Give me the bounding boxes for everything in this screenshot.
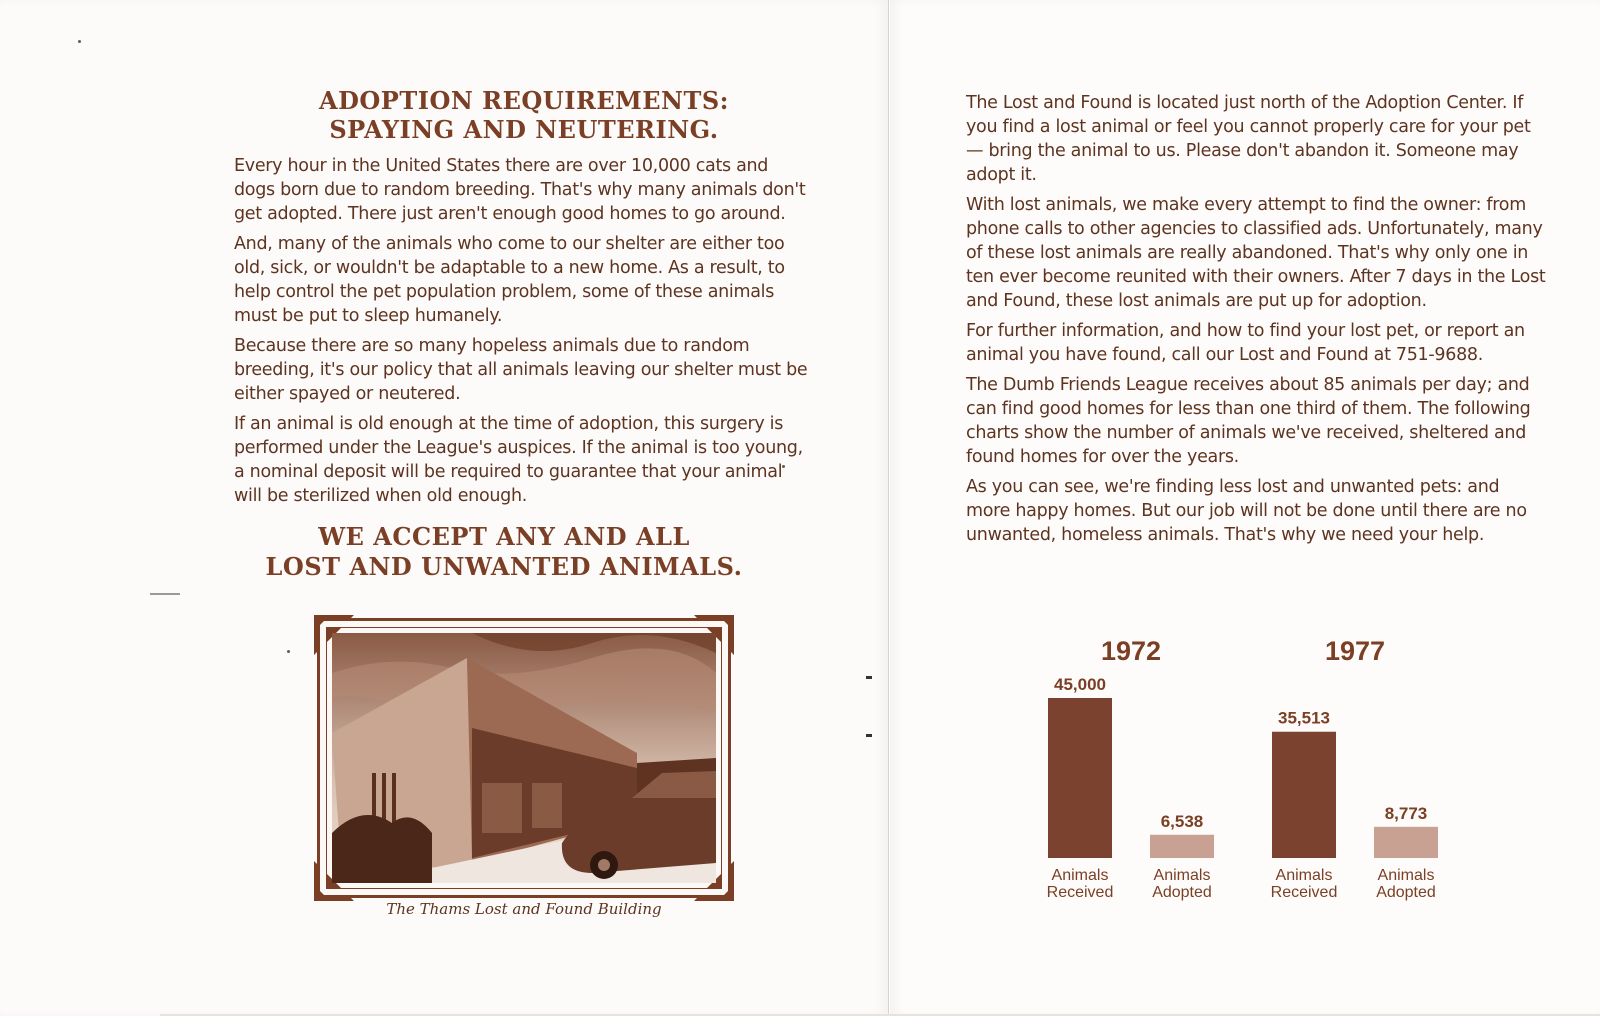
- lost-found-paragraph: The Dumb Friends League receives about 85 animals per day; and can find good homes for less than one third of them. The following charts show the number of animals we've received, sheltered and found homes for over the years.: [966, 375, 1531, 467]
- chart-year-label: 1972: [1100, 640, 1162, 666]
- adoption-body: [234, 154, 814, 508]
- adoption-heading: [234, 86, 814, 144]
- chart-category-label: Animals: [1377, 867, 1435, 884]
- building-photo: [332, 633, 716, 883]
- page-bottom-edge: [160, 1014, 1600, 1016]
- photo-frame: [317, 618, 731, 898]
- accept-heading-line2: LOST AND UNWANTED ANIMALS.: [265, 552, 743, 581]
- chart-category-label: Adopted: [1152, 884, 1212, 901]
- adoption-paragraph: And, many of the animals who come to our shelter are either too old, sick, or wouldn't be adaptable to a new home. As a result, to help control the pet population problem, some of these animals must be put to sleep humanely.: [234, 234, 785, 326]
- chart-category-label: Adopted: [1376, 884, 1436, 901]
- animals-chart-svg: [1040, 640, 1520, 940]
- chart-value-label: 35,513: [1278, 708, 1330, 728]
- adoption-paragraph: Because there are so many hopeless animals due to random breeding, it's our policy that all animals leaving our shelter must be either spayed or neutered.: [234, 336, 808, 404]
- chart-category-label: Received: [1046, 884, 1114, 901]
- chart-category-label: Animals: [1153, 867, 1211, 884]
- right-column: [966, 91, 1546, 553]
- lost-found-paragraph: For further information, and how to find your lost pet, or report an animal you have found, call our Lost and Found at 751-9688.: [966, 321, 1525, 365]
- chart-category-label: Animals: [1275, 867, 1333, 884]
- chart-year-label: 1977: [1324, 640, 1386, 666]
- paper-speck: [150, 593, 180, 595]
- photo-caption: The Thams Lost and Found Building: [386, 900, 662, 918]
- left-column: [234, 86, 814, 582]
- chart-category-label: Received: [1270, 884, 1338, 901]
- chart-bar: [1150, 835, 1214, 858]
- adoption-paragraph: If an animal is old enough at the time of adoption, this surgery is performed under the League's auspices. If the animal is too young, a nominal deposit will be required to guarantee that your animal will be sterilized when old enough.: [234, 414, 803, 506]
- chart-bar: [1272, 732, 1336, 858]
- adoption-heading-line2: SPAYING AND NEUTERING.: [329, 115, 719, 144]
- adoption-heading-line1: ADOPTION REQUIREMENTS:: [318, 86, 730, 115]
- paper-speck: [287, 650, 290, 653]
- chart-value-label: 45,000: [1054, 675, 1106, 694]
- lost-found-paragraph: As you can see, we're finding less lost and unwanted pets: and more happy homes. But our job will not be done until there are no unwanted, homeless animals. That's why we need your help.: [966, 477, 1527, 545]
- accept-animals-heading: [194, 522, 814, 582]
- chart-bar: [1048, 698, 1112, 858]
- chart-value-label: 6,538: [1160, 811, 1204, 831]
- chart-value-label: 8,773: [1384, 803, 1428, 823]
- chart-category-label: Animals: [1051, 867, 1109, 884]
- animals-chart: [1040, 640, 1520, 940]
- accept-heading-line1: WE ACCEPT ANY AND ALL: [318, 522, 690, 551]
- lost-found-paragraph: With lost animals, we make every attempt to find the owner: from phone calls to other agencies to classified ads. Unfortunately, many of these lost animals are really abandoned. That's why only one in ten ever become reunited with their owners. After 7 days in the Lost and Found, these lost animals are put up for adoption.: [966, 195, 1546, 311]
- chart-bar: [1374, 827, 1438, 858]
- binding-staple-mark: [866, 734, 872, 737]
- paper-speck: [78, 40, 81, 43]
- adoption-paragraph: Every hour in the United States there are over 10,000 cats and dogs born due to random breeding. That's why many animals don't get adopted. There just aren't enough good homes to go around.: [234, 156, 806, 224]
- lost-found-paragraph: The Lost and Found is located just north of the Adoption Center. If you find a lost animal or feel you cannot properly care for your pet— bring the animal to us. Please don't abandon it. Someone may adopt it.: [966, 93, 1531, 185]
- binding-staple-mark: [866, 676, 872, 679]
